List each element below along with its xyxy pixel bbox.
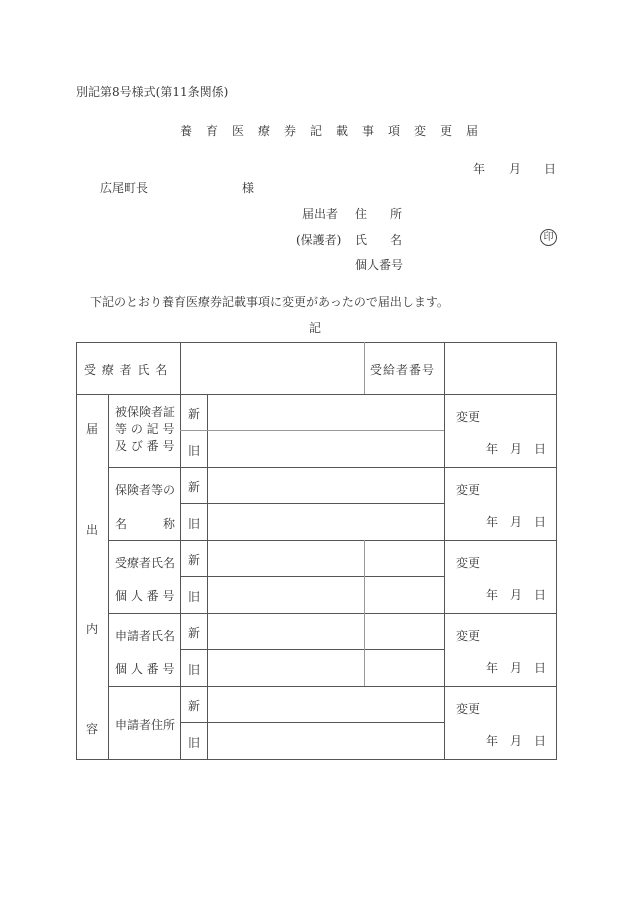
applicant-address-new-field[interactable]: [209, 688, 443, 721]
side-label-de: 出: [86, 523, 99, 537]
patient-name-old-field[interactable]: [209, 578, 363, 612]
divider: [108, 467, 557, 468]
divider: [180, 503, 444, 504]
insurance-card-old-field[interactable]: [209, 432, 443, 466]
title-char: 育: [206, 124, 219, 138]
ki-label: 記: [309, 321, 322, 335]
addressee-honorific: 様: [242, 181, 255, 195]
row-label-applicant-address: 申請者住所: [115, 718, 176, 732]
day-label: 日: [534, 661, 547, 675]
divider: [180, 394, 181, 760]
change-date: [486, 513, 546, 530]
month-label: 月: [510, 734, 523, 748]
address-label-2: 所: [390, 207, 403, 221]
statement-text: 下記のとおり養育医療券記載事項に変更があったので届出します。: [90, 295, 449, 309]
individual-number-label: 個人番号: [355, 258, 404, 272]
name-label-2: 名: [390, 233, 403, 247]
title-char: 更: [440, 124, 453, 138]
patient-name-field[interactable]: [182, 344, 362, 392]
guardian-label: (保護者): [296, 233, 342, 247]
row-label-insurance-card: [115, 404, 175, 455]
patient-number-new-field[interactable]: [366, 542, 443, 575]
title-char: 変: [414, 124, 427, 138]
divider: [180, 722, 444, 723]
year-label: 年: [486, 588, 499, 602]
row-label-line: 等 の 記 号: [115, 422, 175, 436]
table-border-top: [76, 342, 557, 343]
title-char: 券: [284, 124, 297, 138]
title-char: 事: [362, 124, 375, 138]
patient-name-new-field[interactable]: [209, 542, 363, 575]
applicant-number-old-field[interactable]: [366, 651, 443, 685]
change-label: 変更: [456, 556, 481, 570]
seal-icon: [540, 229, 557, 246]
title-char: 療: [258, 124, 271, 138]
row-label-insurer-name-2: 名 称: [115, 517, 176, 531]
year-label: 年: [486, 515, 499, 529]
new-label: 新: [188, 480, 201, 494]
insurance-card-new-field[interactable]: [209, 396, 443, 429]
row-label-insurer-name-1: 保険者等の: [115, 483, 176, 497]
old-label: 旧: [188, 444, 201, 458]
date-year-label: 年: [473, 162, 486, 176]
side-label-todoke: 届: [86, 422, 99, 436]
change-label: 変更: [456, 410, 481, 424]
change-date: [486, 440, 546, 457]
insurer-name-new-field[interactable]: [209, 469, 443, 502]
old-label: 旧: [188, 736, 201, 750]
row-label-patient-number: 個 人 番 号: [115, 589, 175, 603]
divider: [76, 394, 557, 395]
table-border-right: [556, 342, 557, 760]
divider: [180, 430, 444, 431]
title-char: 項: [388, 124, 401, 138]
divider: [108, 613, 557, 614]
month-label: 月: [510, 442, 523, 456]
title-char: 養: [180, 124, 193, 138]
divider: [180, 649, 444, 650]
name-label-1: 氏: [355, 233, 368, 247]
side-label-you: 容: [86, 722, 99, 736]
month-label: 月: [510, 661, 523, 675]
form-reference: 別記第8号様式(第11条関係): [76, 85, 229, 99]
divider: [364, 342, 365, 394]
addressee-name: 広尾町長: [100, 181, 149, 195]
recipient-number-label: 受給者番号: [370, 363, 436, 377]
address-label-1: 住: [355, 207, 368, 221]
day-label: 日: [534, 588, 547, 602]
change-date: [486, 586, 546, 603]
row-label-applicant-name: 申請者氏名: [115, 629, 176, 643]
table-border-left: [76, 342, 77, 760]
month-label: 月: [510, 515, 523, 529]
seal-char: 印: [543, 232, 554, 243]
insurer-name-old-field[interactable]: [209, 505, 443, 539]
side-label-nai: 内: [86, 622, 99, 636]
divider: [108, 686, 557, 687]
divider: [108, 540, 557, 541]
applicant-name-old-field[interactable]: [209, 651, 363, 685]
divider: [364, 540, 365, 686]
day-label: 日: [534, 734, 547, 748]
change-date: [486, 732, 546, 749]
title-char: 記: [310, 124, 323, 138]
new-label: 新: [188, 626, 201, 640]
title-char: 医: [232, 124, 245, 138]
year-label: 年: [486, 442, 499, 456]
patient-name-label: 受 療 者 氏 名: [84, 363, 169, 377]
title-char: 載: [336, 124, 349, 138]
old-label: 旧: [188, 590, 201, 604]
applicant-address-old-field[interactable]: [209, 724, 443, 758]
new-label: 新: [188, 699, 201, 713]
row-label-line: 被保険者証: [115, 405, 176, 419]
change-label: 変更: [456, 629, 481, 643]
old-label: 旧: [188, 517, 201, 531]
page-title: [180, 122, 492, 139]
day-label: 日: [534, 442, 547, 456]
table-border-bottom: [76, 759, 557, 760]
applicant-number-new-field[interactable]: [366, 615, 443, 648]
row-label-line: 及 び 番 号: [115, 439, 175, 453]
new-label: 新: [188, 407, 201, 421]
divider: [180, 342, 181, 394]
row-label-patient-name: 受療者氏名: [115, 556, 176, 570]
patient-number-old-field[interactable]: [366, 578, 443, 612]
divider: [444, 342, 445, 760]
old-label: 旧: [188, 663, 201, 677]
divider: [108, 394, 109, 760]
divider: [180, 576, 444, 577]
date-day-label: 日: [544, 162, 557, 176]
day-label: 日: [534, 515, 547, 529]
applicant-name-new-field[interactable]: [209, 615, 363, 648]
change-date: [486, 659, 546, 676]
year-label: 年: [486, 734, 499, 748]
title-char: 届: [466, 124, 479, 138]
date-month-label: 月: [509, 162, 522, 176]
year-label: 年: [486, 661, 499, 675]
recipient-number-field[interactable]: [446, 344, 554, 392]
change-label: 変更: [456, 702, 481, 716]
change-label: 変更: [456, 483, 481, 497]
row-label-applicant-number: 個 人 番 号: [115, 662, 175, 676]
month-label: 月: [510, 588, 523, 602]
divider: [207, 394, 208, 760]
new-label: 新: [188, 553, 201, 567]
applicant-label: 届出者: [302, 207, 339, 221]
